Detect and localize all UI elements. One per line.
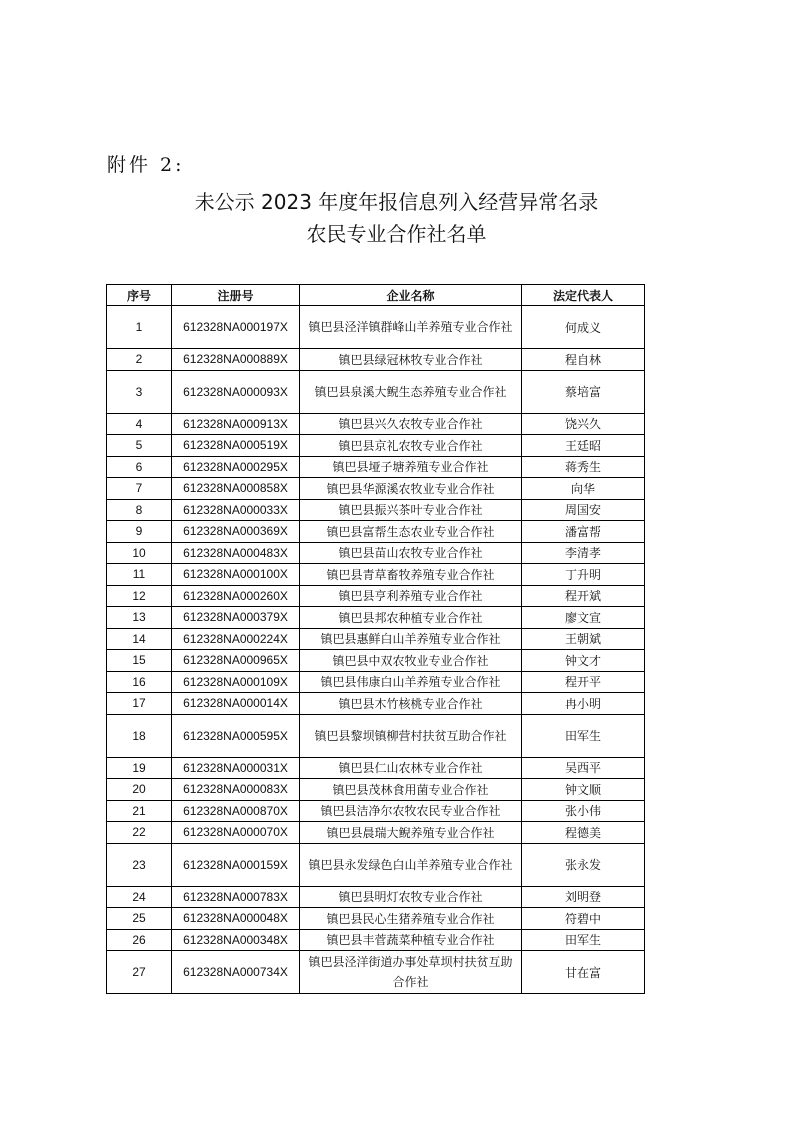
- seq-cell: 12: [107, 585, 172, 607]
- table-row: [107, 628, 645, 650]
- seq-cell: 16: [107, 671, 172, 693]
- seq-cell: 22: [107, 822, 172, 844]
- name-cell: 镇巴县苗山农牧专业合作社: [300, 542, 522, 564]
- reg-cell: 612328NA000519X: [172, 435, 300, 457]
- reg-cell: 612328NA000014X: [172, 693, 300, 715]
- seq-cell: 27: [107, 951, 172, 994]
- table-row: [107, 800, 645, 822]
- reg-cell: 612328NA000369X: [172, 521, 300, 543]
- table-body: [107, 306, 645, 994]
- column-header-rep: 法定代表人: [522, 285, 645, 306]
- reg-cell: 612328NA000048X: [172, 908, 300, 930]
- seq-cell: 19: [107, 757, 172, 779]
- rep-cell: 程德美: [522, 822, 645, 844]
- reg-cell: 612328NA000070X: [172, 822, 300, 844]
- rep-cell: 饶兴久: [522, 413, 645, 435]
- seq-cell: 6: [107, 456, 172, 478]
- seq-cell: 25: [107, 908, 172, 930]
- reg-cell: 612328NA000083X: [172, 779, 300, 801]
- table-row: [107, 521, 645, 543]
- reg-cell: 612328NA000159X: [172, 843, 300, 886]
- seq-cell: 9: [107, 521, 172, 543]
- reg-cell: 612328NA000595X: [172, 714, 300, 757]
- reg-cell: 612328NA000483X: [172, 542, 300, 564]
- table-row: [107, 542, 645, 564]
- name-cell: 镇巴县中双农牧业专业合作社: [300, 650, 522, 672]
- name-cell: 镇巴县京礼农牧专业合作社: [300, 435, 522, 457]
- seq-cell: 20: [107, 779, 172, 801]
- rep-cell: 王朝斌: [522, 628, 645, 650]
- name-cell: 镇巴县青草畜牧养殖专业合作社: [300, 564, 522, 586]
- rep-cell: 符碧中: [522, 908, 645, 930]
- rep-cell: 钟文才: [522, 650, 645, 672]
- table-row: [107, 843, 645, 886]
- rep-cell: 蒋秀生: [522, 456, 645, 478]
- name-cell: 镇巴县绿冠林牧专业合作社: [300, 349, 522, 371]
- name-cell: 镇巴县兴久农牧专业合作社: [300, 413, 522, 435]
- reg-cell: 612328NA000870X: [172, 800, 300, 822]
- name-cell: 镇巴县木竹核桃专业合作社: [300, 693, 522, 715]
- table-row: [107, 714, 645, 757]
- rep-cell: 向华: [522, 478, 645, 500]
- rep-cell: 刘明登: [522, 886, 645, 908]
- reg-cell: 612328NA000093X: [172, 370, 300, 413]
- table-row: [107, 822, 645, 844]
- name-cell: 镇巴县茂林食用菌专业合作社: [300, 779, 522, 801]
- table-row: [107, 499, 645, 521]
- table-row: [107, 779, 645, 801]
- page-title: 未公示 2023 年度年报信息列入经营异常名录: [194, 190, 599, 214]
- seq-cell: 10: [107, 542, 172, 564]
- table-row: [107, 413, 645, 435]
- name-cell: 镇巴县明灯农牧专业合作社: [300, 886, 522, 908]
- reg-cell: 612328NA000858X: [172, 478, 300, 500]
- table-row: [107, 585, 645, 607]
- column-header-reg: 注册号: [172, 285, 300, 306]
- seq-cell: 24: [107, 886, 172, 908]
- reg-cell: 612328NA000889X: [172, 349, 300, 371]
- rep-cell: 李清孝: [522, 542, 645, 564]
- name-cell: 镇巴县振兴茶叶专业合作社: [300, 499, 522, 521]
- column-header-name: 企业名称: [300, 285, 522, 306]
- table-row: [107, 929, 645, 951]
- seq-cell: 8: [107, 499, 172, 521]
- seq-cell: 2: [107, 349, 172, 371]
- name-cell: 镇巴县华源溪农牧业专业合作社: [300, 478, 522, 500]
- table-row: [107, 456, 645, 478]
- rep-cell: 程开斌: [522, 585, 645, 607]
- rep-cell: 甘在富: [522, 951, 645, 994]
- table-row: [107, 671, 645, 693]
- reg-cell: 612328NA000913X: [172, 413, 300, 435]
- table-row: [107, 693, 645, 715]
- name-cell: 镇巴县晨瑞大鲵养殖专业合作社: [300, 822, 522, 844]
- attachment-label: 附件 2:: [107, 154, 185, 176]
- name-cell: 镇巴县永发绿色白山羊养殖专业合作社: [300, 843, 522, 886]
- name-cell: 镇巴县惠鲜白山羊养殖专业合作社: [300, 628, 522, 650]
- rep-cell: 田军生: [522, 714, 645, 757]
- rep-cell: 潘富帮: [522, 521, 645, 543]
- table-row: [107, 951, 645, 994]
- table-row: [107, 607, 645, 629]
- table-header-row: [107, 285, 645, 306]
- seq-cell: 11: [107, 564, 172, 586]
- name-cell: 镇巴县垭子塘养殖专业合作社: [300, 456, 522, 478]
- rep-cell: 田军生: [522, 929, 645, 951]
- name-cell: 镇巴县富帮生态农业专业合作社: [300, 521, 522, 543]
- reg-cell: 612328NA000295X: [172, 456, 300, 478]
- column-header-seq: 序号: [107, 285, 172, 306]
- seq-cell: 7: [107, 478, 172, 500]
- rep-cell: 吴西平: [522, 757, 645, 779]
- name-cell: 镇巴县民心生猪养殖专业合作社: [300, 908, 522, 930]
- rep-cell: 周国安: [522, 499, 645, 521]
- rep-cell: 程开平: [522, 671, 645, 693]
- rep-cell: 张小伟: [522, 800, 645, 822]
- rep-cell: 丁升明: [522, 564, 645, 586]
- reg-cell: 612328NA000734X: [172, 951, 300, 994]
- table-row: [107, 908, 645, 930]
- reg-cell: 612328NA000109X: [172, 671, 300, 693]
- reg-cell: 612328NA000379X: [172, 607, 300, 629]
- name-cell: 镇巴县洁净尔农牧农民专业合作社: [300, 800, 522, 822]
- seq-cell: 26: [107, 929, 172, 951]
- reg-cell: 612328NA000783X: [172, 886, 300, 908]
- reg-cell: 612328NA000224X: [172, 628, 300, 650]
- name-cell: 镇巴县泉溪大鲵生态养殖专业合作社: [300, 370, 522, 413]
- seq-cell: 5: [107, 435, 172, 457]
- seq-cell: 14: [107, 628, 172, 650]
- reg-cell: 612328NA000031X: [172, 757, 300, 779]
- seq-cell: 3: [107, 370, 172, 413]
- name-cell: 镇巴县亨利养殖专业合作社: [300, 585, 522, 607]
- table-row: [107, 435, 645, 457]
- table-row: [107, 564, 645, 586]
- seq-cell: 4: [107, 413, 172, 435]
- rep-cell: 廖文宣: [522, 607, 645, 629]
- name-cell: 镇巴县泾洋镇群峰山羊养殖专业合作社: [300, 306, 522, 349]
- reg-cell: 612328NA000260X: [172, 585, 300, 607]
- name-cell: 镇巴县仁山农林专业合作社: [300, 757, 522, 779]
- name-cell: 镇巴县泾洋街道办事处草坝村扶贫互助合作社: [300, 951, 522, 994]
- reg-cell: 612328NA000197X: [172, 306, 300, 349]
- table-row: [107, 349, 645, 371]
- rep-cell: 钟文顺: [522, 779, 645, 801]
- rep-cell: 王廷昭: [522, 435, 645, 457]
- reg-cell: 612328NA000348X: [172, 929, 300, 951]
- rep-cell: 蔡培富: [522, 370, 645, 413]
- table-row: [107, 757, 645, 779]
- rep-cell: 张永发: [522, 843, 645, 886]
- reg-cell: 612328NA000033X: [172, 499, 300, 521]
- table-row: [107, 306, 645, 349]
- seq-cell: 21: [107, 800, 172, 822]
- table-row: [107, 650, 645, 672]
- reg-cell: 612328NA000965X: [172, 650, 300, 672]
- seq-cell: 18: [107, 714, 172, 757]
- table-row: [107, 478, 645, 500]
- rep-cell: 冉小明: [522, 693, 645, 715]
- seq-cell: 15: [107, 650, 172, 672]
- seq-cell: 13: [107, 607, 172, 629]
- table-row: [107, 370, 645, 413]
- rep-cell: 何成义: [522, 306, 645, 349]
- name-cell: 镇巴县伟康白山羊养殖专业合作社: [300, 671, 522, 693]
- seq-cell: 17: [107, 693, 172, 715]
- rep-cell: 程自林: [522, 349, 645, 371]
- name-cell: 镇巴县邦农种植专业合作社: [300, 607, 522, 629]
- cooperative-list-table: [106, 284, 645, 994]
- page-subtitle: 农民专业合作社名单: [306, 222, 487, 246]
- reg-cell: 612328NA000100X: [172, 564, 300, 586]
- name-cell: 镇巴县丰菅蔬菜种植专业合作社: [300, 929, 522, 951]
- name-cell: 镇巴县黎坝镇柳营村扶贫互助合作社: [300, 714, 522, 757]
- table-row: [107, 886, 645, 908]
- seq-cell: 23: [107, 843, 172, 886]
- seq-cell: 1: [107, 306, 172, 349]
